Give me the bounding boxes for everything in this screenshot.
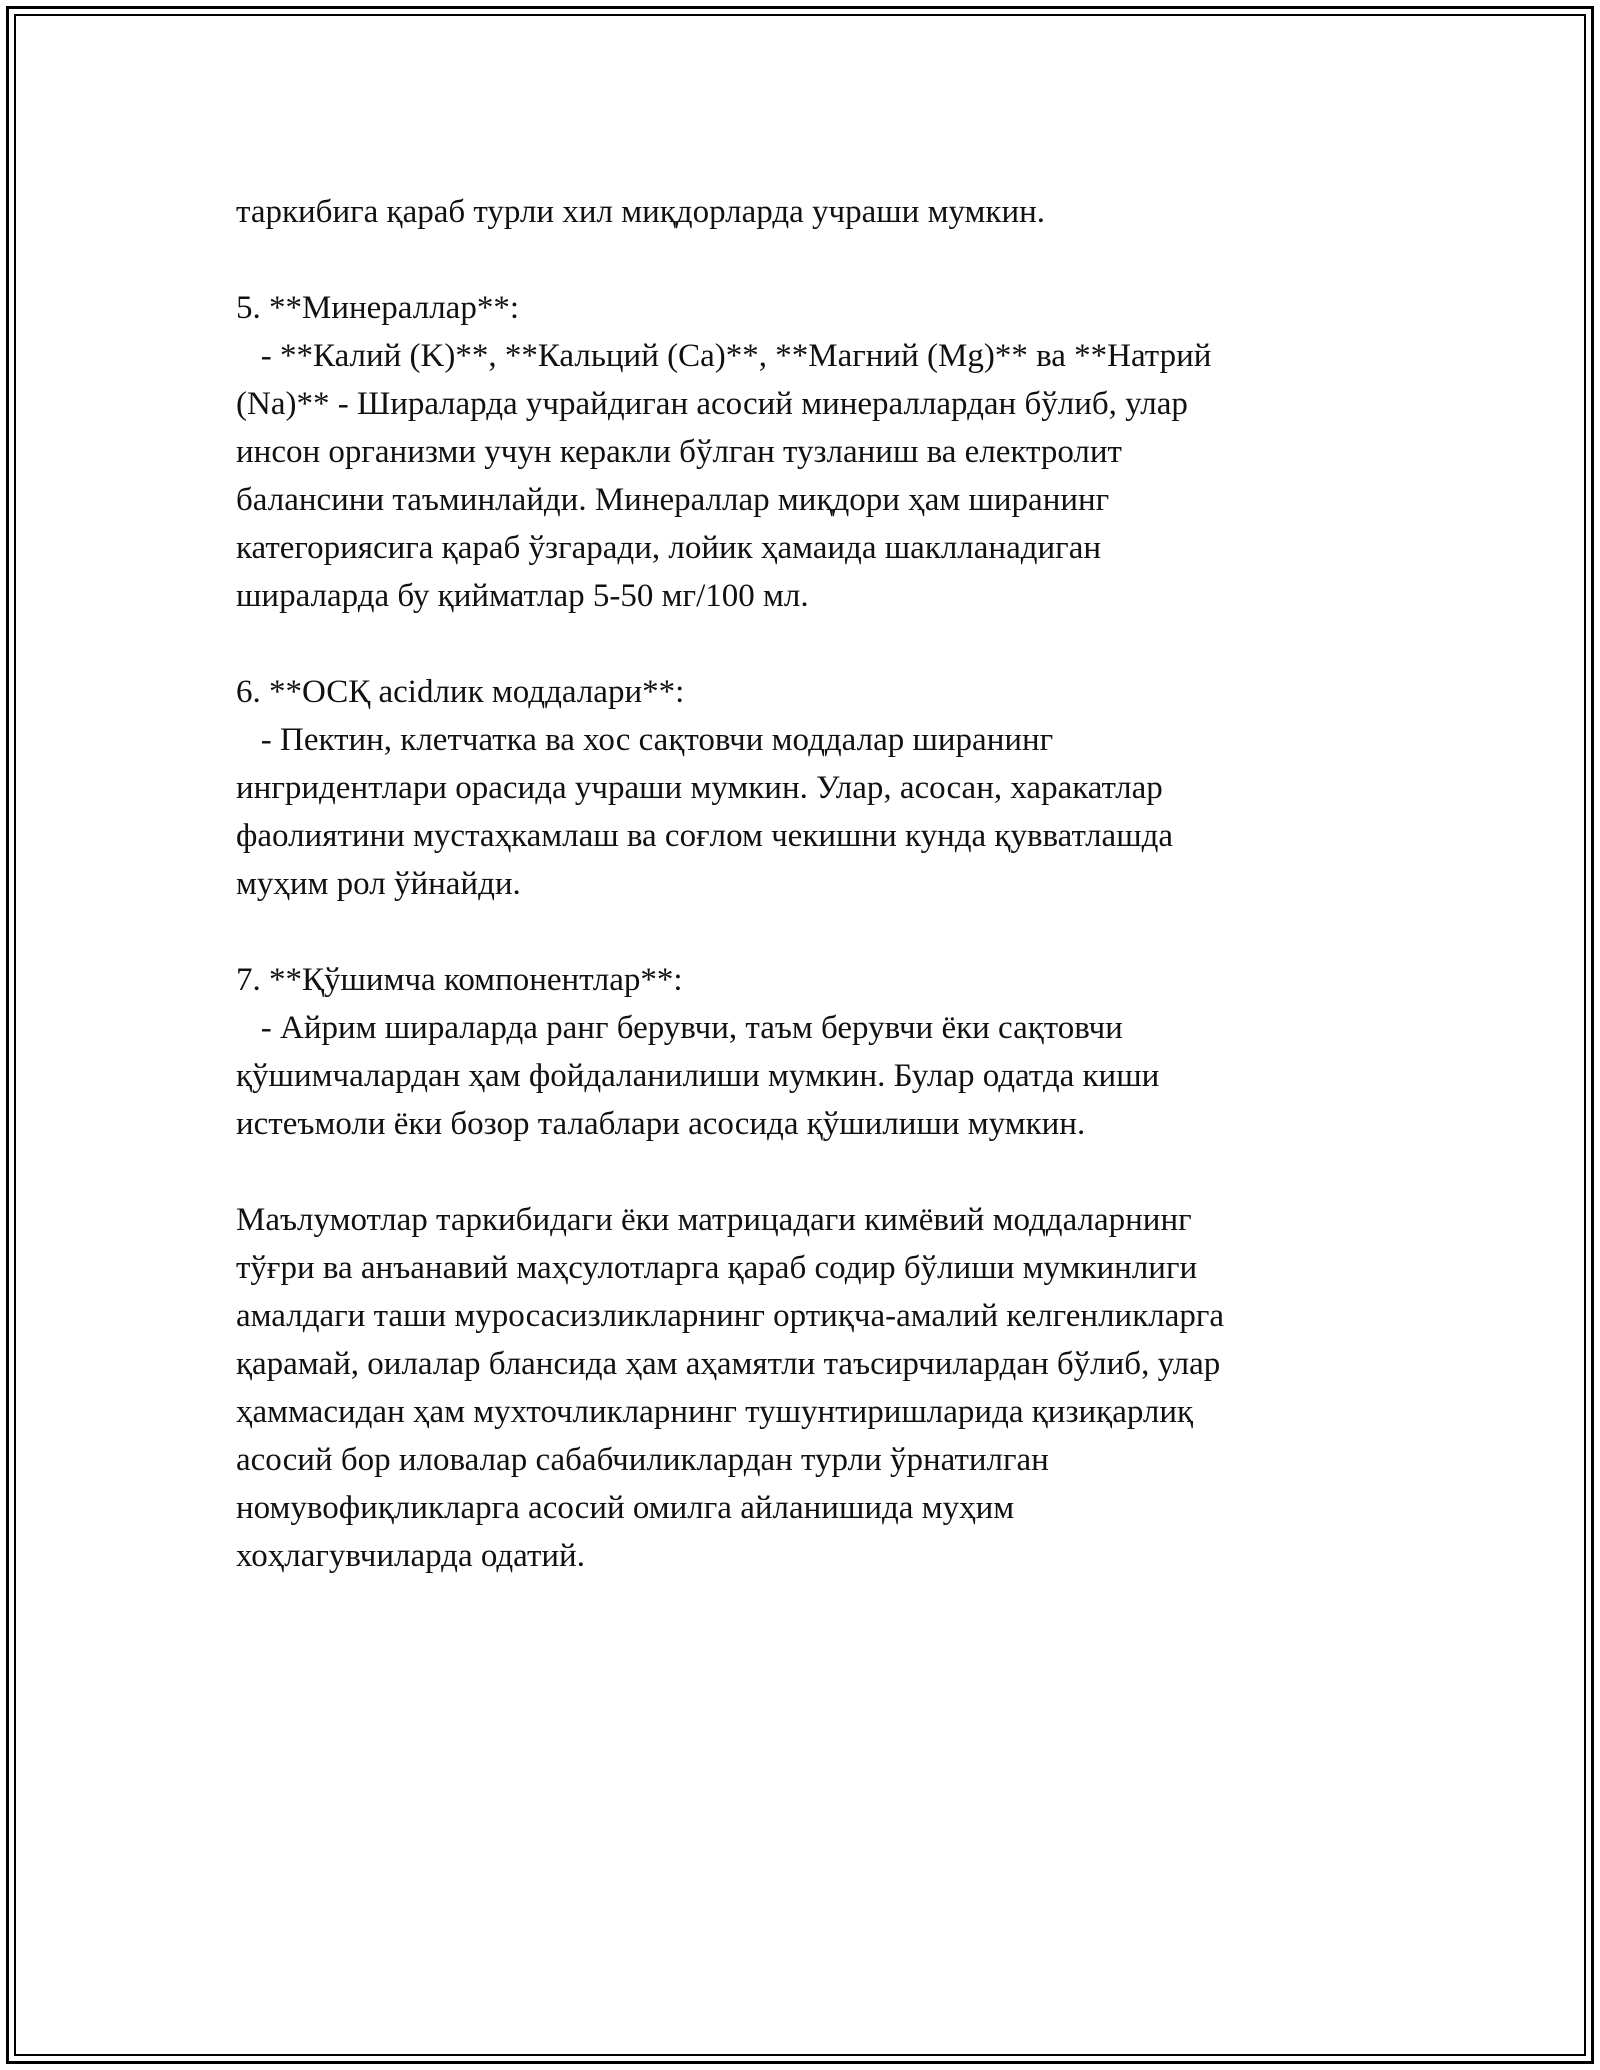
text-line: хоҳлагувчиларда одатий. xyxy=(236,1538,585,1574)
section-additives xyxy=(236,956,1376,1148)
text-line: - Айрим шираларда ранг берувчи, таъм берувчи ёки сақтовчи xyxy=(236,1010,1123,1046)
text-line: - Пектин, клетчатка ва хос сақтовчи моддалар ширанинг xyxy=(236,722,1054,758)
text-line: истеъмоли ёки бозор талаблари асосида қўшилиши мумкин. xyxy=(236,1106,1086,1142)
text-line: категориясига қараб ўзгаради, лойик ҳамаида шаклланадиган xyxy=(236,530,1102,566)
section-heading: 6. **ОСҚ acidлик моддалари**: xyxy=(236,674,685,710)
section-heading: 7. **Қўшимча компонентлар**: xyxy=(236,962,683,998)
text-line: асосий бор иловалар сабабчиликлардан турли ўрнатилган xyxy=(236,1442,1049,1478)
intro-line: таркибига қараб турли хил миқдорларда учраши мумкин. xyxy=(236,194,1046,230)
document-body xyxy=(236,188,1376,1580)
text-line: инсон организми учун керакли бўлган тузланиш ва електролит xyxy=(236,434,1122,470)
text-line: тўғри ва анъанавий маҳсулотларга қараб содир бўлиши мумкинлиги xyxy=(236,1250,1198,1286)
text-line: балансини таъминлайди. Минераллар миқдори ҳам ширанинг xyxy=(236,482,1110,518)
text-line: ҳаммасидан ҳам мухточликларнинг тушунтиришларида қизиқарлиқ xyxy=(236,1394,1194,1430)
text-line: ингридентлари орасида учраши мумкин. Улар, асосан, харакатлар xyxy=(236,770,1163,806)
paragraph-spacer xyxy=(236,908,1376,956)
section-acidity xyxy=(236,668,1376,908)
text-line: - **Калий (K)**, **Кальций (Ca)**, **Магний (Mg)** ва **Натрий xyxy=(236,338,1212,374)
paragraph-spacer xyxy=(236,620,1376,668)
paragraph-spacer xyxy=(236,236,1376,284)
text-line: шираларда бу қийматлар 5-50 мг/100 мл. xyxy=(236,578,809,614)
paragraph-spacer xyxy=(236,1148,1376,1196)
text-line: қарамай, оилалар блансида ҳам аҳамятли таъсирчилардан бўлиб, улар xyxy=(236,1346,1221,1382)
text-line: амалдаги таши муросасизликларнинг ортиқча-амалий келгенликларга xyxy=(236,1298,1225,1334)
text-line: (Na)** - Ширaларда учрайдиган асосий минераллардан бўлиб, улар xyxy=(236,386,1188,422)
section-heading: 5. **Минераллар**: xyxy=(236,290,519,326)
text-line: номувофиқликларга асосий омилга айланишида муҳим xyxy=(236,1490,1015,1526)
text-line: муҳим рол ўйнайди. xyxy=(236,866,521,902)
text-line: қўшимчалардан ҳам фойдаланилиши мумкин. Булар одатда киши xyxy=(236,1058,1160,1094)
text-line: фаолиятини мустаҳкамлаш ва соғлом чекишни кунда қувватлашда xyxy=(236,818,1174,854)
text-line: Маълумотлар таркибидаги ёки матрицадаги кимёвий моддаларнинг xyxy=(236,1202,1192,1238)
conclusion-paragraph xyxy=(236,1196,1376,1580)
section-minerals xyxy=(236,284,1376,620)
